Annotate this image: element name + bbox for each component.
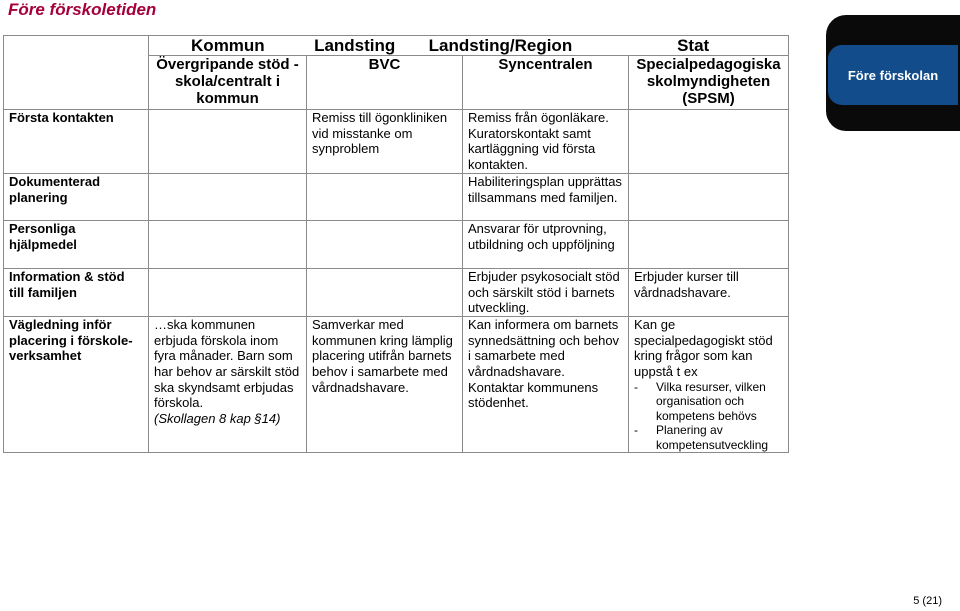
cell-syncentralen: Erbjuder psykosocialt stöd och särskilt stöd i barnets utveckling. [463,268,629,316]
law-reference: (Skollagen 8 kap §14) [154,411,281,427]
cell-syncentralen: Ansvarar för utprovning, utbildning och uppföljning [463,220,629,268]
section-tab-label: Före förskolan [847,67,939,83]
cell-kommun [149,173,307,220]
subheader-syncentralen: Syncentralen [463,56,629,110]
kommun-text: …ska kommunen erbjuda förskola inom fyra månader. Barn som har behov ar särskilt stöd ska skyndsamt erbjudas förskola. [154,316,300,411]
cell-bvc: Remiss till ögonkliniken vid misstanke om synproblem [307,110,463,174]
cell-syncentralen: Remiss från ögonläkare. Kuratorskontakt samt kartläggning vid första kontakten. [463,110,629,174]
page-number: 5 (21) [913,595,942,607]
spsm-text: Kan ge specialpedagogiskt stöd kring frågor som kan uppstå t ex [634,316,773,380]
row-label: Dokumenterad planering [4,173,149,220]
row-label: Vägledning inför placering i förskole-verksamhet [4,316,149,452]
cell-syncentralen: Kan informera om barnets synnedsättning och behov i samarbete med vårdnadshavare. Kontaktar kommunens stödenhet. [463,316,629,452]
header-landsting-region: Landsting/Region [428,36,573,55]
header-landsting: Landsting [314,36,396,55]
cell-kommun [149,316,307,452]
row-label: Personliga hjälpmedel [4,220,149,268]
header-stat: Stat [677,36,710,55]
row-label: Första kontakten [4,110,149,174]
sub-header-row [4,56,789,110]
table-row [4,316,789,452]
cell-spsm [629,220,789,268]
top-header-cell [149,36,789,56]
cell-kommun [149,220,307,268]
table-row [4,110,789,174]
cell-bvc [307,220,463,268]
table-row [4,173,789,220]
cell-kommun [149,268,307,316]
table-row [4,268,789,316]
cell-kommun [149,110,307,174]
document-title: Före förskoletiden [8,0,157,19]
top-header-row [4,36,789,56]
cell-syncentralen: Habiliteringsplan upprättas tillsammans med familjen. [463,173,629,220]
subheader-bvc: BVC [307,56,463,110]
list-item: - Vilka resurser, vilken organisation och kompetens behövs [634,379,766,423]
responsibility-table [3,35,789,453]
cell-bvc: Samverkar med kommunen kring lämplig placering utifrån barnets behov i samarbete med vårdnadshavare. [307,316,463,452]
cell-spsm: Erbjuder kurser till vårdnadshavare. [629,268,789,316]
list-item: - Planering av kompetensutveckling [634,423,769,452]
spsm-list [634,380,783,453]
table-row [4,220,789,268]
cell-bvc [307,173,463,220]
cell-bvc [307,268,463,316]
subheader-kommun: Övergripande stöd -skola/centralt i kommun [149,56,307,110]
cell-spsm [629,110,789,174]
header-kommun: Kommun [191,36,265,55]
row-label: Information & stöd till familjen [4,268,149,316]
section-tab[interactable] [828,45,958,105]
cell-spsm [629,173,789,220]
cell-spsm [629,316,789,452]
subheader-spsm: Specialpedagogiska skolmyndigheten (SPSM) [629,56,789,110]
